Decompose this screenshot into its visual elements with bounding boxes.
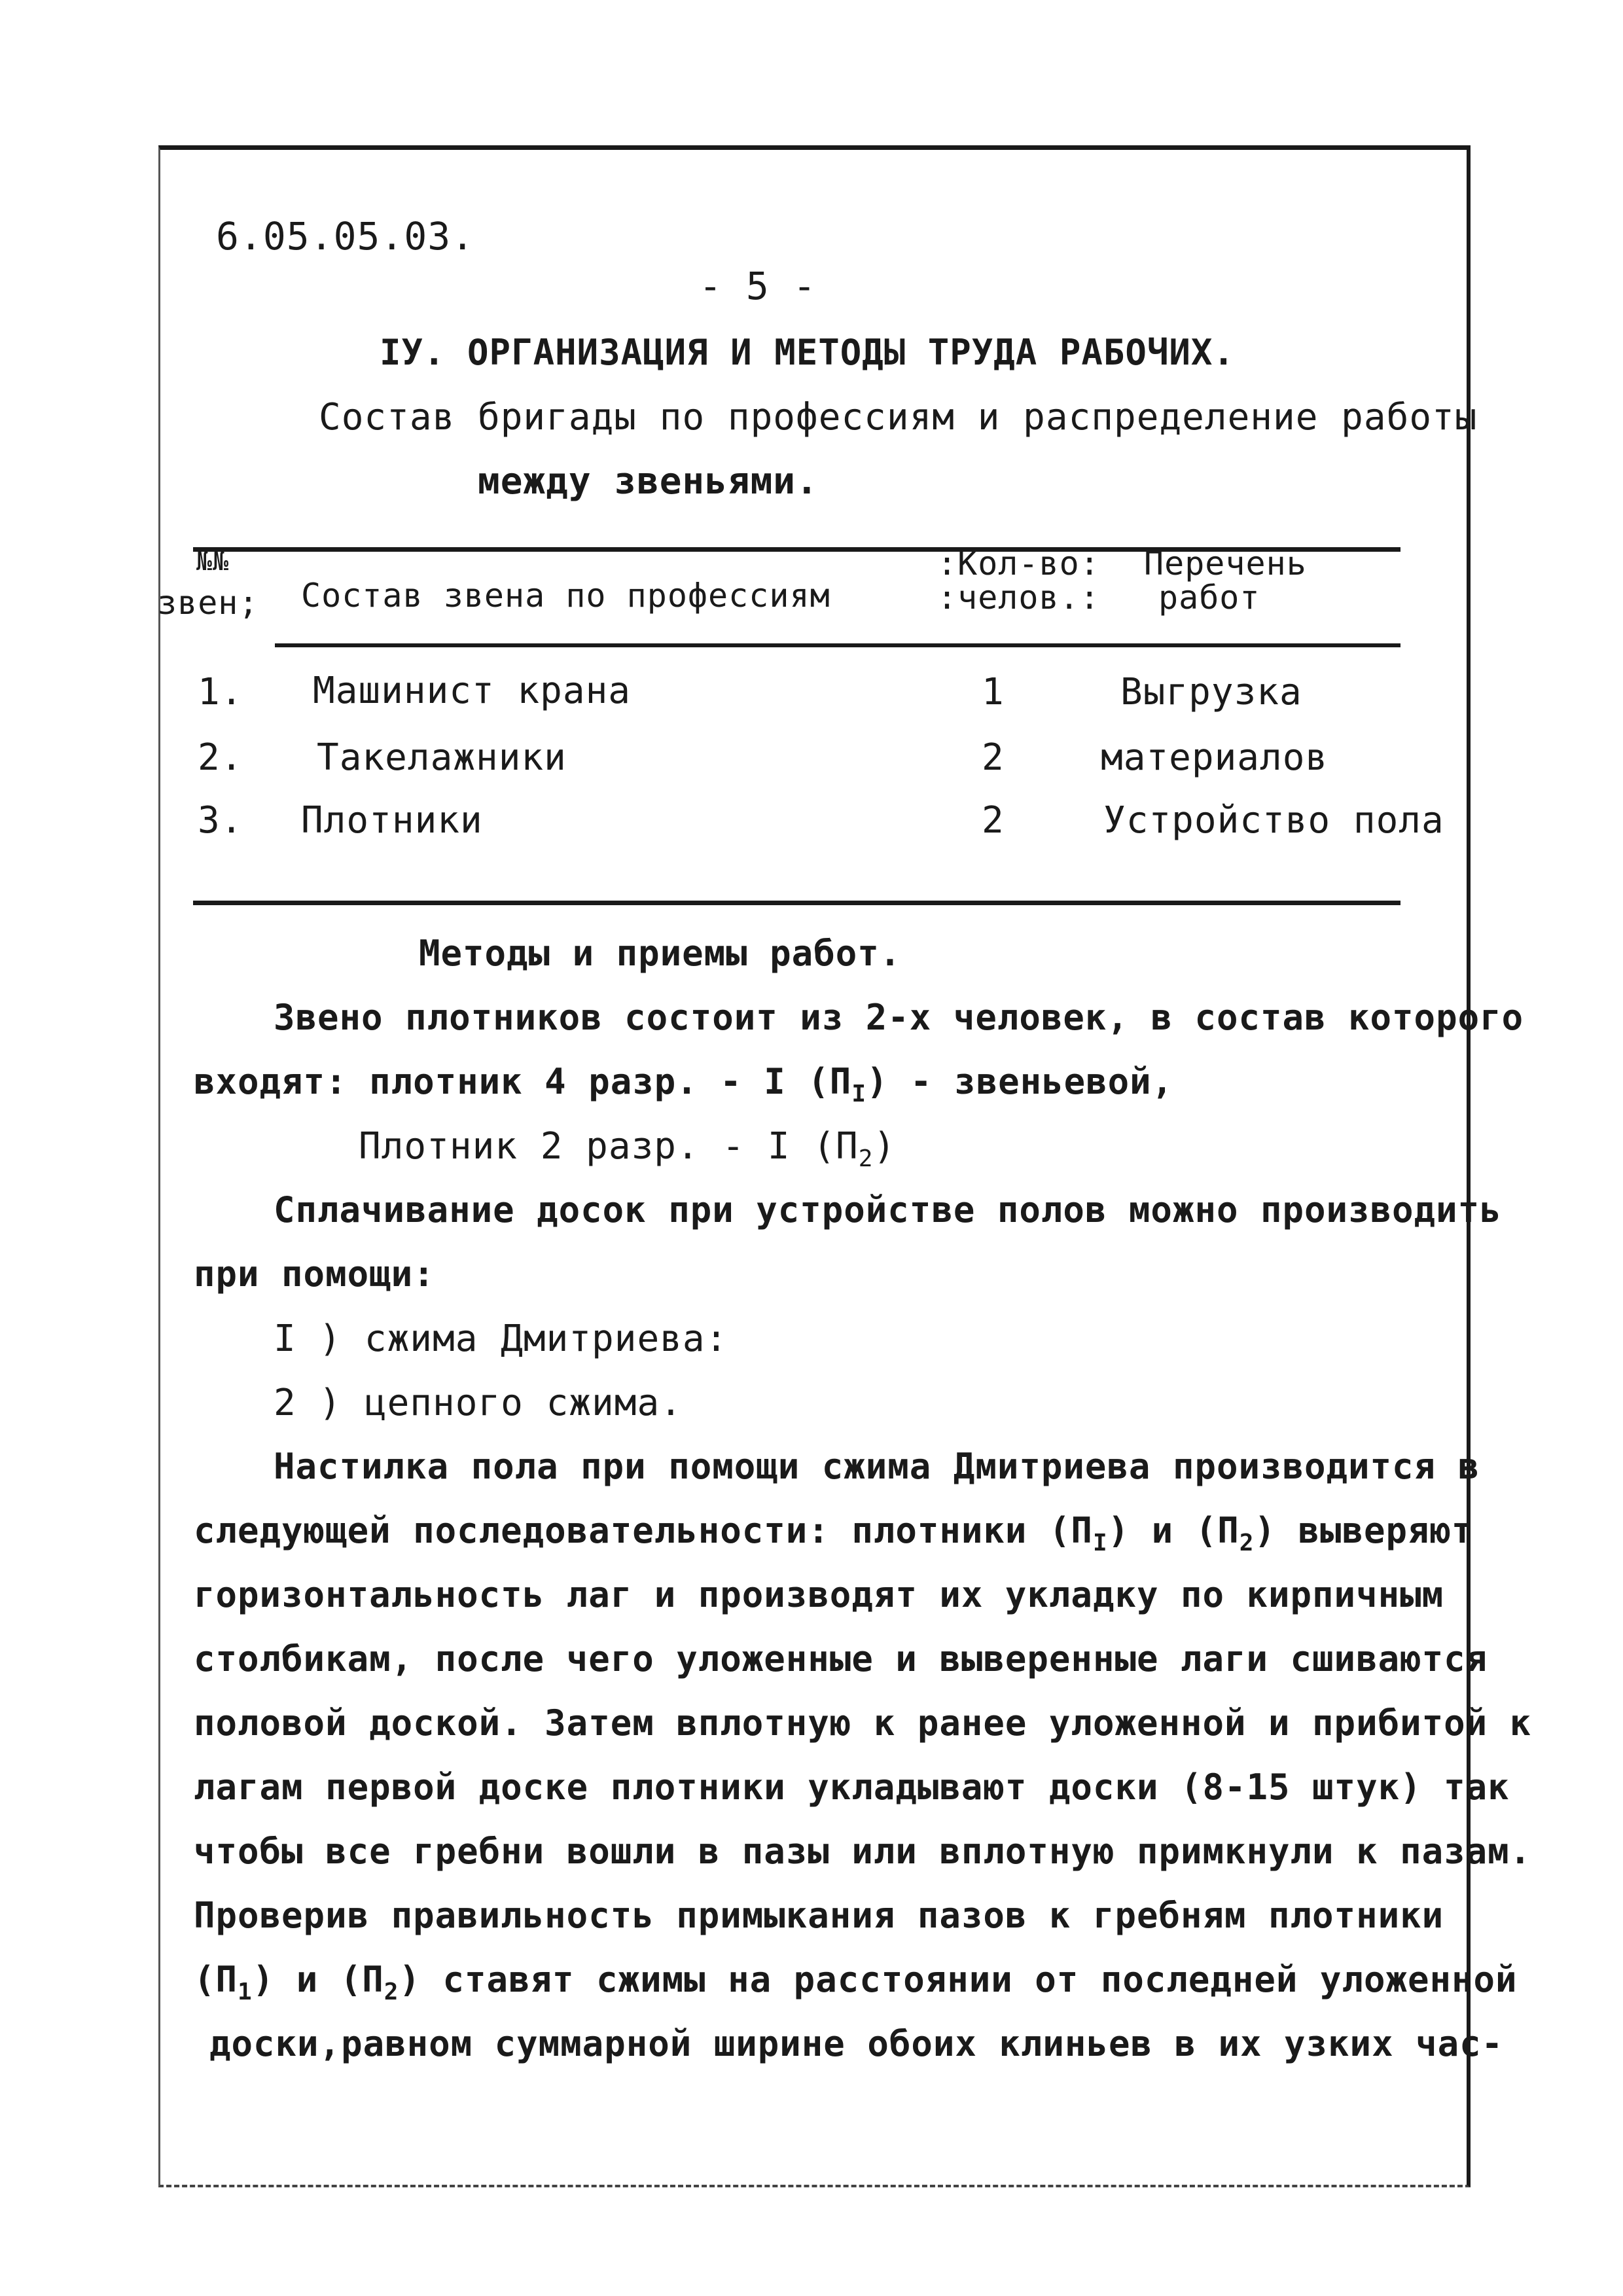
row-number: 1. — [198, 671, 243, 713]
subtitle-line-2: между звеньями. — [478, 460, 819, 503]
body-line: при помощи: — [194, 1253, 435, 1295]
body-line: чтобы все гребни вошли в пазы или вплотную примкнули к пазам. — [194, 1831, 1532, 1872]
header-number-line1: №№ — [196, 547, 230, 577]
row-composition: Машинист крана — [313, 670, 632, 712]
header-composition: Состав звена по профессиям — [301, 577, 830, 615]
body-line: Звено плотников состоит из 2-х человек, в состав которого — [274, 997, 1524, 1038]
row-composition: Такелажники — [317, 736, 567, 779]
row-count: 2 — [982, 799, 1005, 842]
body-line: доски,равном суммарной ширине обоих клиньев в их узких час- — [209, 2023, 1504, 2064]
body-line: Плотник 2 разр. - I $(П_2)$ — [359, 1125, 897, 1172]
body-line: половой доской. Затем вплотную к ранее уложенной и прибитой к — [194, 1702, 1532, 1744]
methods-title: Методы и приемы работ. — [419, 933, 902, 974]
section-title: IУ. ОРГАНИЗАЦИЯ И МЕТОДЫ ТРУДА РАБОЧИХ. — [380, 332, 1235, 373]
document-code: 6.05.05.03. — [216, 214, 475, 259]
body-line: горизонтальность лаг и производят их укладку по кирпичным — [194, 1574, 1444, 1615]
header-works-line1: Перечень — [1144, 545, 1307, 583]
body-line: следующей последовательности: плотники $(П_I)$ и $(П_2)$ выверяют — [194, 1510, 1474, 1556]
body-line: $(П_1)$ и $(П_2)$ ставят сжимы на расстоянии от последней уложенной — [194, 1959, 1518, 2005]
row-count: 2 — [982, 736, 1005, 779]
body-line: Сплачивание досок при устройстве полов можно производить — [274, 1189, 1502, 1230]
body-line: Настилка пола при помощи сжима Дмитриева производится в — [274, 1446, 1480, 1487]
page-number: - 5 - — [699, 264, 817, 308]
header-count-line1: :Кол-во: — [937, 545, 1100, 583]
row-number: 3. — [198, 799, 243, 842]
row-works: Выгрузка — [1120, 671, 1302, 713]
row-number: 2. — [198, 736, 243, 779]
header-works-line2: работ — [1158, 579, 1260, 617]
subtitle-line-1: Состав бригады по профессиям и распределение работы — [319, 396, 1478, 439]
table-header-rule — [275, 643, 1400, 647]
row-works: материалов — [1101, 736, 1329, 779]
body-line: Проверив правильность примыкания пазов к гребням плотники — [194, 1895, 1444, 1936]
header-number-line2: звен; — [157, 584, 259, 622]
row-works: Устройство пола — [1103, 799, 1444, 842]
body-line: входят: плотник 4 разр. - I $(П_I)$ - звеньевой, — [194, 1061, 1174, 1107]
header-count-line2: :челов.: — [937, 579, 1100, 617]
row-composition: Плотники — [301, 799, 483, 842]
table-bottom-rule — [193, 901, 1400, 905]
body-line: лагам первой доске плотники укладывают доски (8-15 штук) так — [194, 1767, 1510, 1808]
body-line: 2 ) цепного сжима. — [274, 1382, 683, 1424]
body-line: I ) сжима Дмитриева: — [274, 1318, 728, 1360]
row-count: 1 — [982, 671, 1005, 713]
body-line: столбикам, после чего уложенные и выверенные лаги сшиваются — [194, 1638, 1488, 1679]
